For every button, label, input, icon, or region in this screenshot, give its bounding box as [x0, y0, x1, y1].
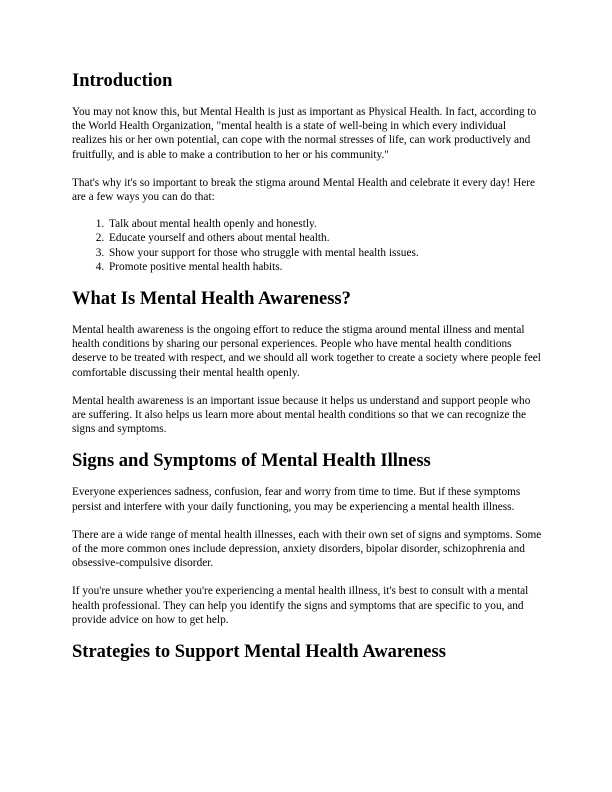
paragraph-intro-break-stigma: That's why it's so important to break the stigma around Mental Health and celebrate it every day! Here are a few ways you can do that: [72, 176, 536, 204]
paragraph-signs-consult: If you're unsure whether you're experiencing a mental health illness, it's best to consult with a mental health professional. They can help you identify the signs and symptoms that are specific to you, and provide advice on how to get help. [72, 585, 529, 626]
heading-signs-and-symptoms: Signs and Symptoms of Mental Health Illness [72, 451, 431, 472]
list-item: 3. Show your support for those who struggle with mental health issues. [107, 246, 542, 260]
paragraph-signs-everyday: Everyone experiences sadness, confusion, fear and worry from time to time. But if these symptoms persist and interfere with your daily functioning, you may be experiencing a mental health illness. [72, 486, 521, 513]
heading-introduction: Introduction [72, 71, 173, 91]
paragraph-awareness-definition: Mental health awareness is the ongoing effort to reduce the stigma around mental illness and mental health conditions by sharing our personal experiences. People who have mental health conditions deserve to be treated with respect, and we should all work together to create a society where people feel comfortable discussing their mental health openly. [72, 324, 541, 379]
paragraph-signs-range: There are a wide range of mental health illnesses, each with their own set of signs and symptoms. Some of the more common ones include depression, anxiety disorders, bipolar disorder, schizophrenia and obsessive-compulsive disorder. [72, 528, 542, 570]
list-item: 2. Educate yourself and others about mental health. [107, 231, 542, 245]
heading-what-is-awareness: What Is Mental Health Awareness? [72, 289, 351, 310]
heading-strategies: Strategies to Support Mental Health Awareness [72, 642, 446, 663]
list-item: 1. Talk about mental health openly and honestly. [107, 217, 542, 231]
document-page [72, 70, 542, 663]
list-item: 4. Promote positive mental health habits. [107, 260, 542, 274]
paragraph-awareness-importance: Mental health awareness is an important issue because it helps us understand and support people who are suffering. It also helps us learn more about mental health conditions so that we can recognize the signs and symptoms. [72, 394, 531, 436]
paragraph-intro-who-definition: You may not know this, but Mental Health is just as important as Physical Health. In fact, according to the World Health Organization, "mental health is a state of well-being in which every individual realizes his or her own potential, can cope with the normal stresses of life, can work productively and fruitfully, and is able to make a contribution to her or his community." [72, 106, 537, 161]
ways-list [72, 217, 542, 274]
